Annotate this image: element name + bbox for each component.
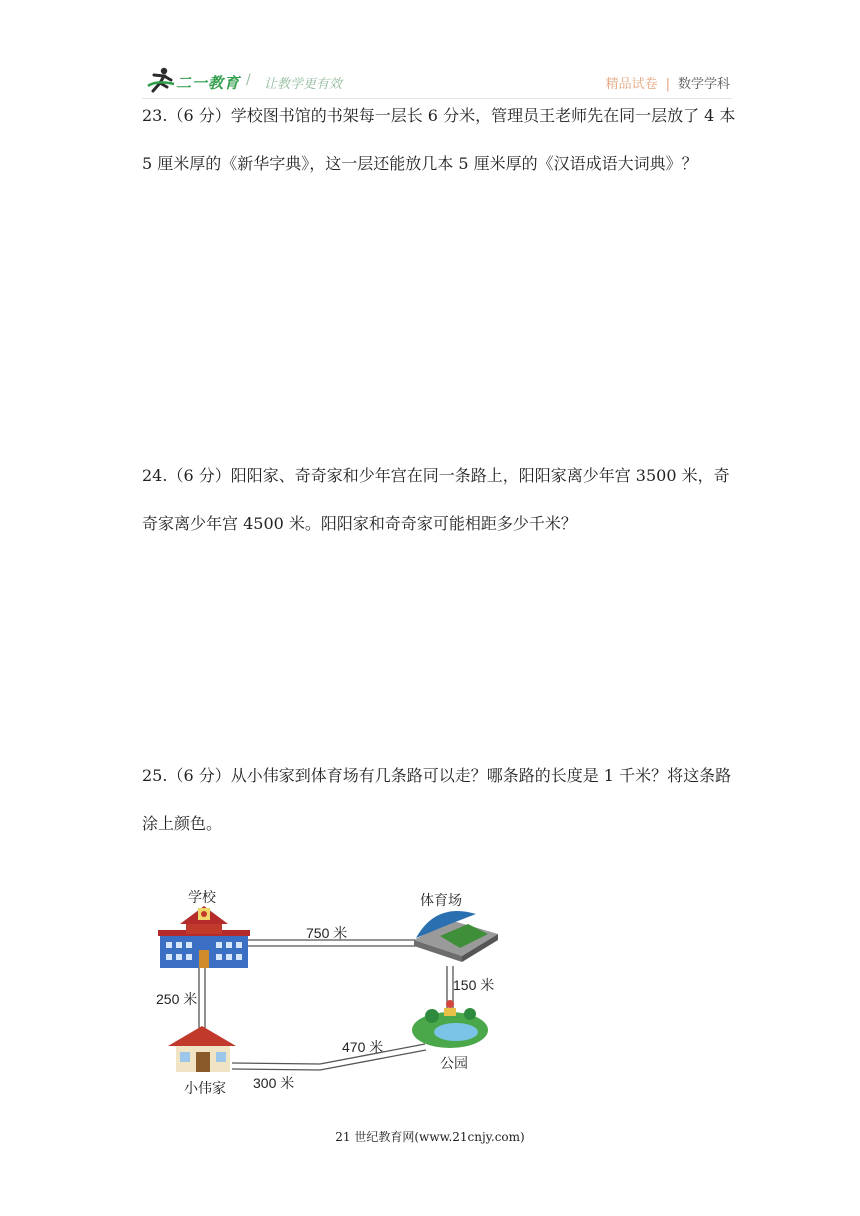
distance-school-stadium: 750 米 [306, 925, 348, 941]
header-subject [606, 73, 730, 92]
logo-slogan: 让教学更有效 [264, 77, 343, 92]
road-home-mid [232, 1063, 320, 1070]
park-icon [412, 1000, 488, 1048]
header-divider: | [665, 77, 670, 92]
stadium-icon [414, 911, 498, 962]
logo-separator: / [246, 72, 251, 88]
stadium-label: 体育场 [420, 892, 462, 908]
route-diagram [150, 880, 510, 1100]
runner-logo-icon [146, 66, 176, 94]
road-school-home [199, 968, 205, 1028]
distance-park-mid: 470 米 [342, 1039, 384, 1055]
distance-stadium-park: 150 米 [453, 977, 495, 993]
logo-text: 二一教育 [176, 74, 241, 92]
distance-home-mid: 300 米 [253, 1075, 295, 1091]
home-icon [168, 1026, 236, 1072]
distance-school-home: 250 米 [156, 991, 198, 1007]
home-label: 小伟家 [184, 1080, 226, 1096]
question-24: 24.（6 分）阳阳家、奇奇家和少年宫在同一条路上，阳阳家离少年宫 3500 米，奇奇家离少年宫 4500 米。阳阳家和奇奇家可能相距多少千米？ [142, 466, 730, 533]
school-label: 学校 [188, 889, 216, 905]
question-23: 23.（6 分）学校图书馆的书架每一层长 6 分米，管理员王老师先在同一层放了 4 本 5 厘米厚的《新华字典》，这一层还能放几本 5 厘米厚的《汉语成语大词典》？ [142, 106, 736, 173]
header-label-quality: 精品试卷 [605, 77, 658, 92]
page-footer: 21 世纪教育网(www.21cnjy.com) [335, 1130, 525, 1144]
question-25: 25.（6 分）从小伟家到体育场有几条路可以走？哪条路的长度是 1 千米？将这条路涂上颜色。 [142, 766, 732, 833]
header-label-subject: 数学学科 [677, 77, 730, 92]
park-label: 公园 [440, 1055, 468, 1071]
school-icon [158, 906, 250, 968]
